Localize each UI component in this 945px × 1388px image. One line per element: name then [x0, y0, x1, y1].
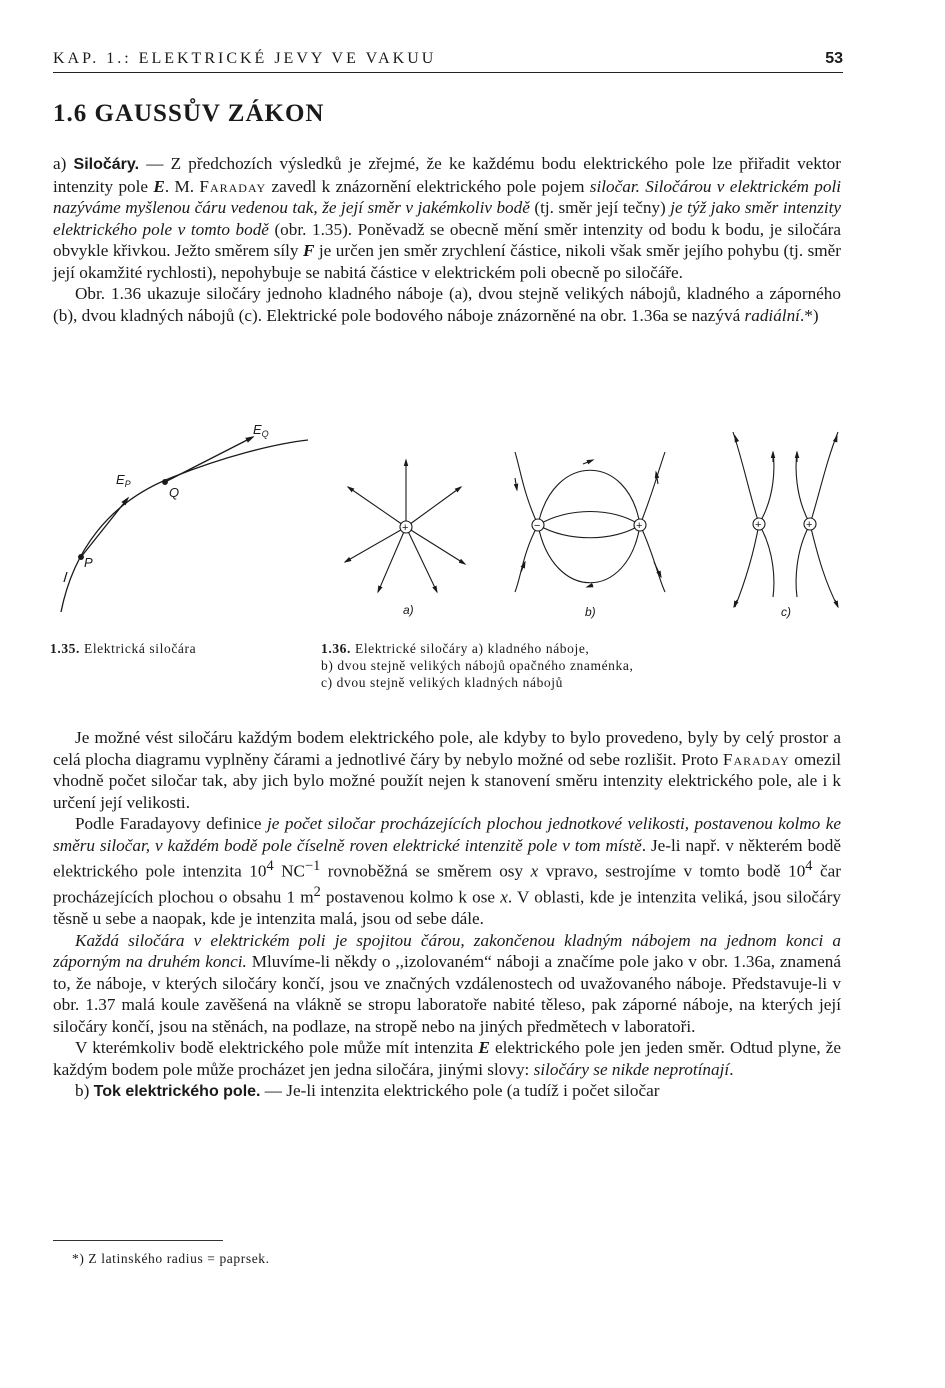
label-P: P [84, 555, 93, 570]
paragraph-direction: V kterémkoliv bodě elektrického pole může mít intenzita E elektrického pole jen jeden směr. Odtud plyne, že každým bodem pole může procházet jen jedna siločára, jinými slovy: siločáry se nikde neprotínají. [53, 1038, 841, 1079]
name-faraday: Faraday [199, 176, 267, 196]
paragraph-definition: Podle Faradayovy definice je počet siločar procházejících plochou jednotkové velikosti, postavenou kolmo ke směru siločar, v každém bodě pole číselně roven elektrické intenzitě pole v tom místě. Je-li např. v některém bodě elektrického pole intenzita $10^4$ $NC^{-1}$ rovnoběžná se směrem osy x vpravo, sestrojíme v tomto bodě $10^4$ čar procházejících plochou o obsahu 1 $m^2$ postavenou kolmo k ose x. V oblasti, kde je intenzita veliká, jsou siločáry těsně u sebe a naopak, kde je intenzita malá, jsou od sebe dále. [53, 814, 841, 929]
minus-sign-b: − [534, 520, 541, 532]
plus-sign-c1: + [755, 519, 762, 531]
label-c: c) [781, 605, 791, 619]
paragraph-flux: b) Tok elektrického pole. — Je-li intenzita elektrického pole (a tudíž i počet siločar [75, 1081, 660, 1101]
label-a: a) [403, 603, 414, 617]
label-Q: Q [169, 485, 180, 500]
plus-sign-b: + [636, 520, 643, 532]
figure-1-36c [733, 432, 838, 607]
vector-EP [81, 498, 128, 557]
label-b: b) [585, 605, 596, 619]
figures-area [53, 412, 848, 652]
running-header [53, 50, 843, 73]
running-title: KAP. 1.: ELEKTRICKÉ JEVY VE VAKUU [53, 50, 437, 67]
subheading-siloary: Siločáry. [73, 156, 140, 173]
caption-1-36: 1.36. Elektrické siločáry a) kladného náboje, b) dvou stejně velikých nábojů opačného znaménka, c) dvou stejně velikých kladných nábojů [321, 641, 634, 690]
paragraph-obr136: Obr. 1.36 ukazuje siločáry jednoho kladného náboje (a), dvou stejně velikých nábojů, kladného a záporného (b), dvou kladných nábojů (c). Elektrické pole bodového náboje znázorněné na obr. 1.36a se nazývá radiální.*) [53, 284, 841, 325]
figure-drawings [53, 412, 848, 642]
figure-1-35 [61, 437, 308, 612]
field-line-curve [61, 440, 308, 612]
vector-EQ [165, 437, 253, 482]
paragraph-siloary: a) Siločáry. — Z předchozích výsledků je zřejmé, že ke každému bodu elektrického pole lze přiřadit vektor intenzity pole E. M. Faraday zavedl k znázornění elektrického pole pojem siločar. Siločárou v elektrickém poli nazýváme myšlenou čáru vedenou tak, že její směr v jakémkoliv bodě (tj. směr její tečny) je týž jako směr intenzity elektrického pole v tomto bodě (obr. 1.35). Poněvadž se obecně mění směr intenzity od bodu k bodu, je siločára obvykle křivkou. Ježto směrem síly F je určen jen směr zrychlení částice, nikoli však směr jejího pohybu (tj. směr její okamžité rychlosti), nepohybuje se nabitá částice v elektrickém poli obecně po siločáře. [53, 154, 841, 282]
footnote-rule [53, 1240, 223, 1241]
section-title: 1.6 GAUSSŮV ZÁKON [53, 100, 325, 127]
paragraph-continuity: Každá siločára v elektrickém poli je spojitou čárou, zakončenou kladným nábojem na jednom konci a záporným na druhém konci. Mluvíme-li někdy o ,,izolovaném“ náboji a značíme pole jako v obr. 1.36a, znamená to, že náboje, v kterých siločáry končí, jsou ve značných vzdálenostech od uvažovaného náboje. Představuje-li v obr. 1.37 malá koule zavěšená na vlákně se stropu laboratoře nabité těleso, pak záporné náboje, na kterých její siločáry končí, jsou na stěnách, na podlaze, na stropě nebo na jiných předmětech v laboratoři. [53, 930, 841, 1036]
caption-1-35: 1.35. Elektrická siločára [50, 641, 197, 656]
text-block-upper [53, 153, 841, 326]
plus-sign-c2: + [806, 519, 813, 531]
subheading-flux: Tok elektrického pole. [93, 1083, 261, 1101]
label-EQ: $E_Q$ [253, 422, 269, 439]
text-block-lower [53, 727, 841, 1103]
label-EP: $E_P$ [116, 472, 131, 489]
footnote: *) Z latinského radius = paprsek. [72, 1251, 270, 1266]
page-number: 53 [825, 50, 843, 67]
plus-sign-a: + [402, 522, 409, 534]
paragraph-faraday-limit: Je možné vést siločáru každým bodem elektrického pole, ale kdyby to bylo provedeno, byly by celý prostor a celá plocha diagramu vyplněny čárami a jednotlivé čáry by nebylo možné od sebe rozlišit. Proto Faraday omezil vhodně počet siločar tak, aby jich bylo možné použít nejen k stanovení směru intenzity elektrického pole, ale i k určení její velikosti. [53, 728, 841, 812]
